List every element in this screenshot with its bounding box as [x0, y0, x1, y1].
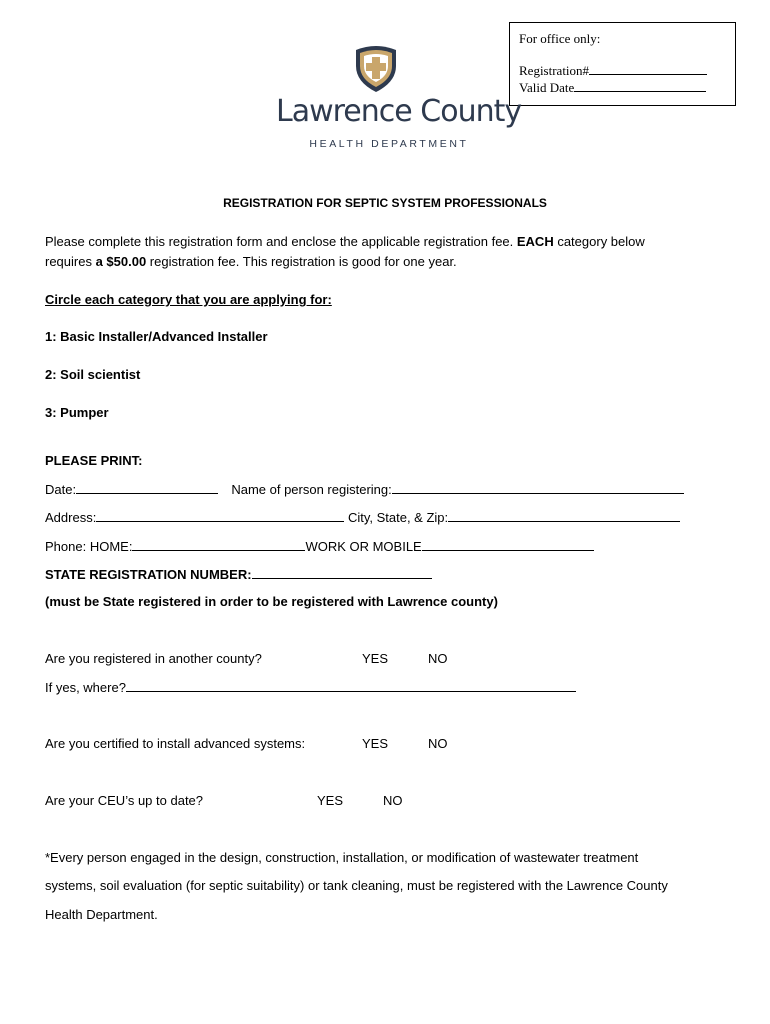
- intro-line-2: requires a $50.00 registration fee. This registration is good for one year.: [45, 254, 457, 269]
- phone-home-label: Phone: HOME:: [45, 539, 133, 554]
- q3-yes-option[interactable]: YES: [317, 793, 344, 808]
- address-input[interactable]: [96, 509, 344, 522]
- office-use-box: [509, 22, 736, 106]
- q2-yes-option[interactable]: YES: [362, 736, 389, 751]
- q2-no-option[interactable]: NO: [428, 736, 448, 751]
- state-registration-row: [45, 566, 432, 582]
- circle-heading: Circle each category that you are applying for:: [45, 292, 332, 307]
- if-yes-label: If yes, where?: [45, 680, 126, 695]
- phone-row: [45, 538, 594, 554]
- question-another-county: Are you registered in another county?: [45, 651, 262, 666]
- phone-home-input[interactable]: [132, 538, 305, 551]
- office-use-title: For office only:: [519, 31, 601, 46]
- footnote-line-3: Health Department.: [45, 907, 158, 922]
- valid-date-field[interactable]: [519, 80, 706, 96]
- city-state-zip-label: City, State, & Zip:: [347, 510, 449, 525]
- shield-cross-icon: [346, 44, 406, 94]
- lawrence-county-logo: [276, 44, 522, 154]
- registration-number-field[interactable]: [519, 63, 707, 79]
- footnote-line-2: systems, soil evaluation (for septic suitability) or tank cleaning, must be registered with the Lawrence County: [45, 878, 668, 893]
- question-ceu: Are your CEU’s up to date?: [45, 793, 204, 808]
- category-2[interactable]: 2: Soil scientist: [45, 367, 141, 382]
- question-advanced-systems: Are you certified to install advanced systems:: [45, 736, 306, 751]
- logo-subtitle: HEALTH DEPARTMENT: [309, 138, 469, 150]
- address-row: [45, 509, 680, 525]
- registration-label: Registration#: [519, 63, 590, 78]
- name-input[interactable]: [392, 481, 684, 494]
- please-print-heading: PLEASE PRINT:: [45, 453, 143, 468]
- if-yes-row: [45, 679, 576, 695]
- if-yes-input[interactable]: [126, 679, 576, 692]
- date-input[interactable]: [76, 481, 218, 494]
- category-1[interactable]: 1: Basic Installer/Advanced Installer: [45, 329, 268, 344]
- state-registration-note: (must be State registered in order to be registered with Lawrence county): [45, 594, 498, 609]
- form-title: REGISTRATION FOR SEPTIC SYSTEM PROFESSIONALS: [223, 196, 547, 210]
- date-name-row: [45, 481, 684, 497]
- date-label: Date:: [45, 482, 77, 497]
- footnote-line-1: *Every person engaged in the design, construction, installation, or modification of wastewater treatment: [45, 850, 639, 865]
- work-mobile-input[interactable]: [422, 538, 594, 551]
- address-label: Address:: [45, 510, 97, 525]
- state-registration-label: STATE REGISTRATION NUMBER:: [45, 567, 252, 582]
- q3-no-option[interactable]: NO: [383, 793, 403, 808]
- q1-yes-option[interactable]: YES: [362, 651, 389, 666]
- city-state-zip-input[interactable]: [448, 509, 680, 522]
- work-mobile-label: WORK OR MOBILE: [305, 539, 422, 554]
- intro-line-1: Please complete this registration form and enclose the applicable registration fee. EACH category below: [45, 234, 645, 249]
- state-registration-input[interactable]: [252, 566, 432, 579]
- name-label: Name of person registering:: [231, 482, 392, 497]
- logo-name: Lawrence County: [276, 94, 522, 129]
- category-3[interactable]: 3: Pumper: [45, 405, 109, 420]
- valid-date-label: Valid Date: [519, 80, 575, 95]
- q1-no-option[interactable]: NO: [428, 651, 448, 666]
